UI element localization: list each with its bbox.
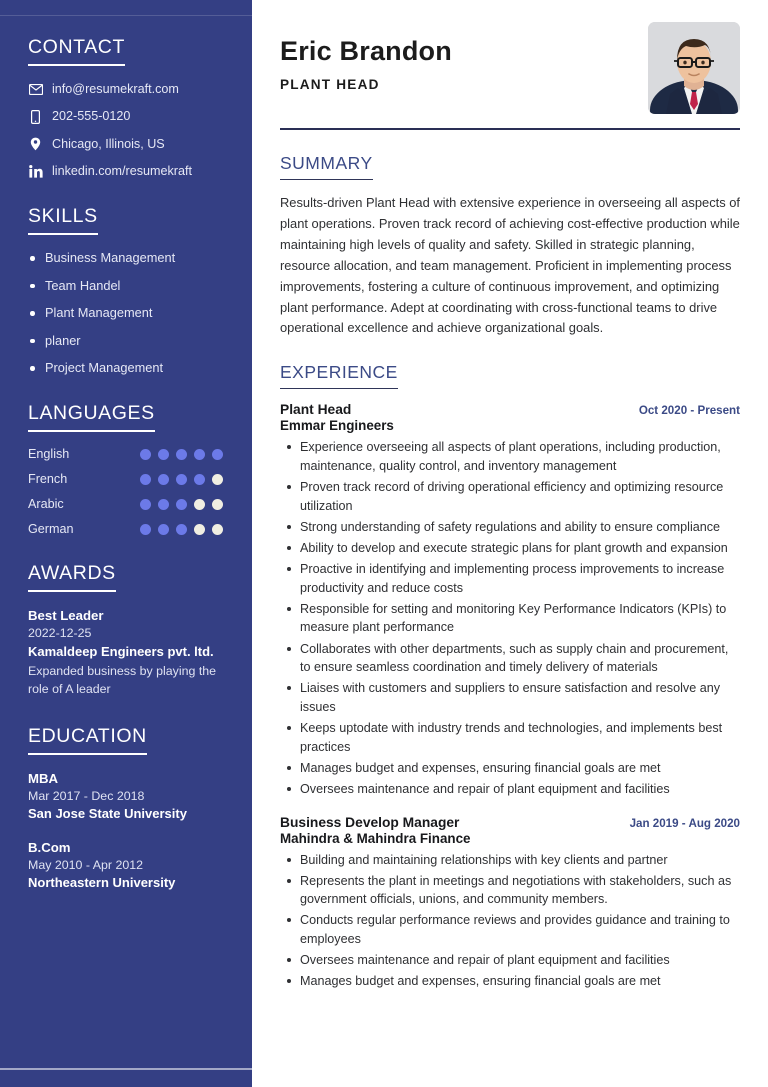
summary-heading: SUMMARY [280,153,373,180]
language-name: English [28,447,70,462]
contact-phone-value: 202-555-0120 [52,109,131,124]
experience-entry-header [280,402,740,417]
level-dot-filled [158,449,169,460]
education-school: Northeastern University [28,875,176,891]
language-row [28,472,230,486]
contact-list [28,81,230,179]
skills-list [28,250,230,376]
experience-date: Oct 2020 - Present [638,404,740,418]
contact-email-value: info@resumekraft.com [52,82,179,96]
language-name: German [28,522,74,537]
experience-bullet: Manages budget and expenses, ensuring financial goals are met [280,759,740,778]
education-school: San Jose State University [28,805,187,821]
resume-header [280,22,740,114]
experience-bullet: Represents the plant in meetings and negotiations with stakeholders, such as government officials, unions, and community members. [280,872,740,909]
experience-bullet: Experience overseeing all aspects of plant operations, including production, maintenance, quality control, and inventory management [280,438,740,475]
contact-heading: CONTACT [28,36,125,66]
header-text [280,22,452,92]
level-dot-filled [212,449,223,460]
main-content [252,0,768,1087]
level-dot-filled [176,499,187,510]
skill-item: Team Handel [28,278,230,294]
location-pin-icon [28,137,43,151]
education-entry [28,770,230,823]
contact-item-location[interactable] [28,136,230,152]
level-dot-filled [176,524,187,535]
experience-bullet: Collaborates with other departments, such as supply chain and procurement, to ensure seamless coordination and timely delivery of materials [280,640,740,677]
summary-section [280,153,740,339]
experience-company: Mahindra & Mahindra Finance [280,830,471,846]
contact-linkedin-value: linkedin.com/resumekraft [52,164,192,179]
awards-heading: AWARDS [28,562,116,592]
language-row [28,497,230,511]
experience-bullet: Strong understanding of safety regulations and ability to ensure compliance [280,518,740,537]
language-level-dots [140,524,223,535]
experience-bullet: Proactive in identifying and implementing process improvements to increase productivity and reduce costs [280,560,740,597]
level-dot-empty [212,499,223,510]
experience-role: Plant Head [280,402,352,418]
awards-section [28,562,230,698]
award-entry [28,607,230,698]
level-dot-empty [194,524,205,535]
level-dot-empty [212,474,223,485]
experience-bullet: Manages budget and expenses, ensuring financial goals are met [280,972,740,991]
level-dot-filled [176,449,187,460]
avatar [648,22,740,114]
header-divider [280,128,740,130]
education-date: May 2010 - Apr 2012 [28,857,144,872]
experience-entry [280,402,740,798]
sidebar-top-divider [0,15,252,16]
language-level-dots [140,449,223,460]
linkedin-icon [28,165,43,178]
skill-item: planer [28,333,230,349]
level-dot-filled [176,474,187,485]
award-title: Best Leader [28,608,104,624]
level-dot-filled [158,499,169,510]
header-job-title: PLANT HEAD [280,77,380,93]
contact-item-linkedin[interactable] [28,163,230,179]
skills-heading: SKILLS [28,205,98,235]
level-dot-filled [140,474,151,485]
contact-section [28,36,230,179]
experience-section [280,362,740,991]
education-section [28,725,230,893]
skills-section [28,205,230,376]
award-description: Expanded business by playing the role of A leader [28,663,217,696]
skill-item: Project Management [28,360,230,376]
level-dot-filled [194,474,205,485]
experience-bullet: Proven track record of driving operational efficiency and optimizing resource utilization [280,478,740,515]
level-dot-filled [140,499,151,510]
sidebar [0,0,252,1087]
mobile-phone-icon [28,110,43,124]
experience-bullets [280,851,740,991]
experience-bullet: Responsible for setting and monitoring Key Performance Indicators (KPIs) to measure plant performance [280,600,740,637]
languages-heading: LANGUAGES [28,402,155,432]
experience-bullet: Keeps uptodate with industry trends and technologies, and implements best practices [280,719,740,756]
experience-role: Business Develop Manager [280,814,460,830]
language-row [28,447,230,461]
experience-company: Emmar Engineers [280,418,394,434]
award-organization: Kamaldeep Engineers pvt. ltd. [28,643,214,659]
experience-bullet: Building and maintaining relationships with key clients and partner [280,851,740,870]
level-dot-empty [194,499,205,510]
skill-item: Plant Management [28,305,230,321]
education-heading: EDUCATION [28,725,147,755]
experience-entry [280,815,740,991]
experience-bullet: Ability to develop and execute strategic plans for plant growth and expansion [280,539,740,558]
profile-photo-illustration [648,22,740,114]
language-row [28,522,230,536]
education-date: Mar 2017 - Dec 2018 [28,788,145,803]
education-degree: MBA [28,770,59,786]
language-name: Arabic [28,497,64,512]
sidebar-bottom-divider [0,1068,252,1070]
languages-list [28,447,230,536]
experience-bullets [280,438,740,798]
contact-location-value: Chicago, Illinois, US [52,136,165,151]
education-entry [28,839,230,892]
contact-item-phone[interactable] [28,108,230,124]
experience-entry-header [280,815,740,830]
award-date: 2022-12-25 [28,626,92,641]
experience-bullet: Conducts regular performance reviews and provides guidance and training to employees [280,911,740,948]
summary-text: Results-driven Plant Head with extensive experience in overseeing all aspects of plant operations. Proven track record of achieving cost-effective production while maintaining high levels of quality and safety. Skilled in strategic planning, resource allocation, and team management. Proficient in implementing process improvements, fostering a culture of continuous improvement, and optimizing plant performance. Adept at coordinating with cross-functional teams to drive operational excellence and achieve organizational goals. [280,195,741,336]
skill-item: Business Management [28,250,230,266]
languages-section [28,402,230,536]
envelope-icon [28,84,43,95]
level-dot-filled [140,524,151,535]
experience-bullet: Oversees maintenance and repair of plant equipment and facilities [280,951,740,970]
language-level-dots [140,499,223,510]
experience-heading: EXPERIENCE [280,362,398,389]
level-dot-filled [194,449,205,460]
language-name: French [28,472,68,487]
page-title: Eric Brandon [280,36,452,66]
level-dot-filled [140,449,151,460]
level-dot-filled [158,474,169,485]
level-dot-empty [212,524,223,535]
education-degree: B.Com [28,840,71,856]
experience-bullet: Liaises with customers and suppliers to ensure satisfaction and resolve any issues [280,679,740,716]
experience-date: Jan 2019 - Aug 2020 [629,816,740,830]
language-level-dots [140,474,223,485]
contact-item-email[interactable] [28,81,230,97]
experience-bullet: Oversees maintenance and repair of plant equipment and facilities [280,780,740,799]
level-dot-filled [158,524,169,535]
